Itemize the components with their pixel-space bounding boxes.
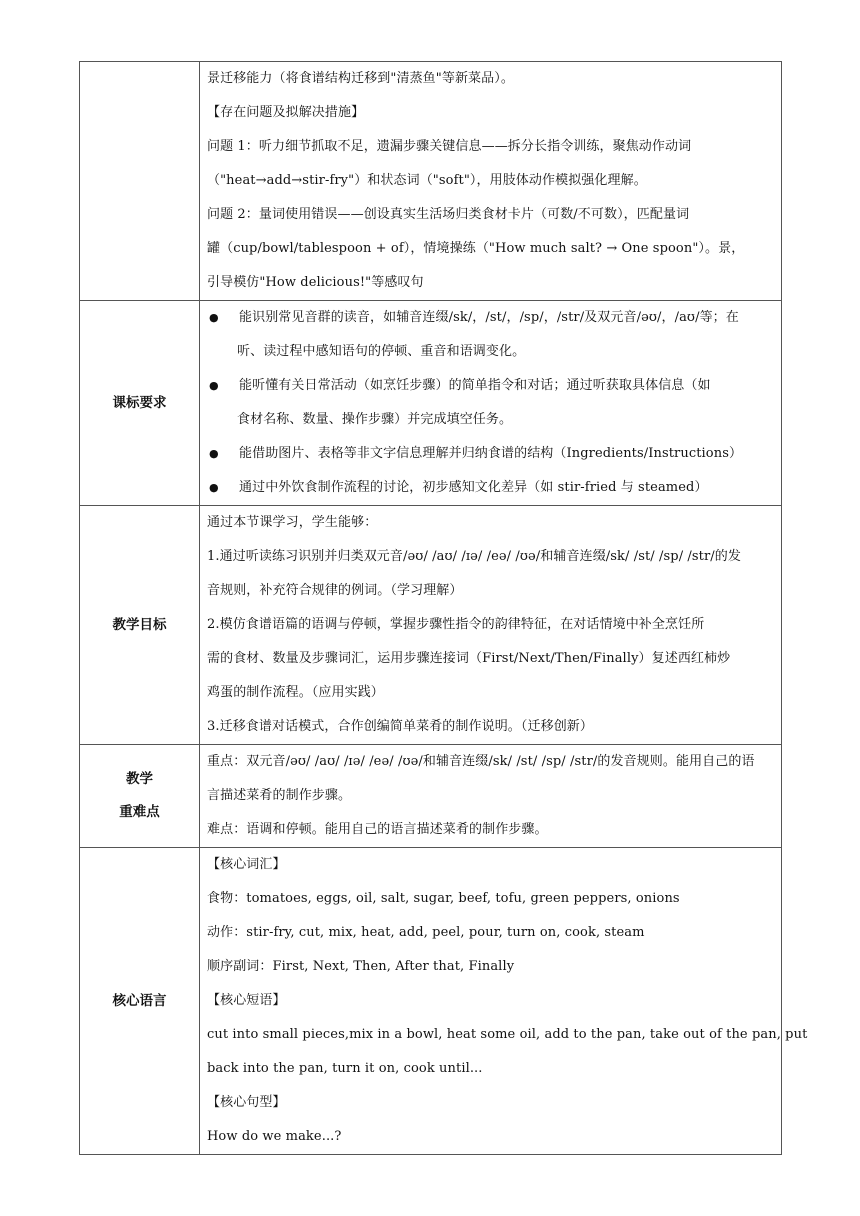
bullet-icon: ●: [209, 311, 219, 324]
label-cell-empty: [80, 62, 200, 301]
text-line: 2.模仿食谱语篇的语调与停顿，掌握步骤性指令的韵律特征，在对话情境中补全烹饪所: [207, 617, 705, 632]
text-line: 引导模仿"How delicious!"等感叹句: [207, 275, 424, 290]
curriculum-content: [200, 301, 782, 506]
section-heading: 【核心句型】: [207, 1095, 286, 1110]
bullet-icon: ●: [209, 379, 219, 392]
text-line: 动作：stir-fry, cut, mix, heat, add, peel, pour, turn on, cook, steam: [207, 925, 645, 940]
table-row-key-points: [80, 745, 782, 848]
table-row-continuation: [80, 62, 782, 301]
text-line: 景迁移能力（将食谱结构迁移到"清蒸鱼"等新菜品）。: [207, 71, 514, 86]
text-line: back into the pan, turn it on, cook until...: [207, 1061, 483, 1076]
label-core-language: 核心语言: [80, 848, 200, 1155]
label-key-points: [80, 745, 200, 848]
text-line: 鸡蛋的制作流程。（应用实践）: [207, 685, 384, 700]
core-language-content: [200, 848, 808, 1155]
label-curriculum: 课标要求: [80, 301, 200, 506]
objectives-content: [200, 506, 782, 745]
continuation-content: [200, 62, 782, 301]
text-line: 食物：tomatoes, eggs, oil, salt, sugar, beef, tofu, green peppers, onions: [207, 891, 680, 906]
text-line: 3.迁移食谱对话模式，合作创编简单菜肴的制作说明。（迁移创新）: [207, 719, 594, 734]
bullet-item: [207, 437, 775, 471]
section-heading: 【核心短语】: [207, 993, 286, 1008]
text-line: 言描述菜肴的制作步骤。: [207, 788, 352, 803]
label-line: 重难点: [119, 804, 160, 820]
bullet-item: [207, 369, 775, 403]
text-line: 音规则，补充符合规律的例词。（学习理解）: [207, 583, 463, 598]
text-line: 难点：语调和停顿。能用自己的语言描述菜肴的制作步骤。: [207, 822, 548, 837]
text-line: 听、读过程中感知语句的停顿、重音和语调变化。: [237, 344, 526, 359]
text-line: （"heat→add→stir-fry"）和状态词（"soft"），用肢体动作模拟强化理解。: [207, 173, 647, 188]
text-line: 罐（cup/bowl/tablespoon + of），情境操练（"How much salt? → One spoon"）。景，: [207, 241, 745, 256]
text-line: 通过本节课学习，学生能够：: [207, 515, 378, 530]
text-line: 顺序副词：First, Next, Then, After that, Finally: [207, 959, 515, 974]
section-heading-problems: 【存在问题及拟解决措施】: [207, 105, 365, 120]
text-line: 重点：双元音/əʊ/ /aʊ/ /ɪə/ /eə/ /ʊə/和辅音连缀/sk/ /st/ /sp/ /str/的发音规则。能用自己的语: [207, 754, 755, 769]
text-line: 1.通过听读练习识别并归类双元音/əʊ/ /aʊ/ /ɪə/ /eə/ /ʊə/和辅音连缀/sk/ /st/ /sp/ /str/的发: [207, 549, 741, 564]
text-line: cut into small pieces,mix in a bowl, heat some oil, add to the pan, take out of the pan, put: [207, 1027, 808, 1042]
table-row-core-language: [80, 848, 782, 1155]
section-heading: 【核心词汇】: [207, 857, 286, 872]
bullet-icon: ●: [209, 481, 219, 494]
label-objectives: 教学目标: [80, 506, 200, 745]
text-line: 问题 1：听力细节抓取不足，遗漏步骤关键信息——拆分长指令训练，聚焦动作动词: [207, 139, 692, 154]
bullet-icon: ●: [209, 447, 219, 460]
text-line: 能听懂有关日常活动（如烹饪步骤）的简单指令和对话；通过听获取具体信息（如: [239, 378, 711, 393]
text-line: How do we make...?: [207, 1129, 342, 1144]
text-line: 能识别常见音群的读音，如辅音连缀/sk/，/st/，/sp/，/str/及双元音/əʊ/，/aʊ/等；在: [239, 310, 739, 325]
text-line: 能借助图片、表格等非文字信息理解并归纳食谱的结构（Ingredients/Instructions）: [239, 446, 743, 461]
key-points-content: [200, 745, 782, 848]
text-line: 问题 2：量词使用错误——创设真实生活场归类食材卡片（可数/不可数），匹配量词: [207, 207, 690, 222]
bullet-item: [207, 301, 775, 335]
label-line: 教学: [126, 771, 153, 787]
text-line: 食材名称、数量、操作步骤）并完成填空任务。: [237, 412, 513, 427]
text-line: 需的食材、数量及步骤词汇，运用步骤连接词（First/Next/Then/Finally）复述西红柿炒: [207, 651, 731, 666]
table-row-curriculum: [80, 301, 782, 506]
table-row-objectives: [80, 506, 782, 745]
lesson-plan-table: [79, 61, 808, 1155]
text-line: 通过中外饮食制作流程的讨论，初步感知文化差异（如 stir-fried 与 steamed）: [239, 480, 708, 495]
bullet-item: [207, 471, 775, 505]
